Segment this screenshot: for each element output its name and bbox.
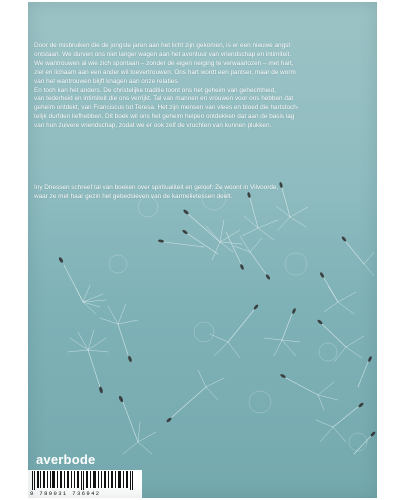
author-bio (34, 184, 370, 202)
blurb-line: van hun zuivere vriendschap, zodat we er ook zelf de vruchten van kunnen plukken. (34, 122, 272, 130)
blurb-line: van tederheid en intimiteit die ons verrijkt. Tal van mannen en vrouwen voor ons hebben dat (34, 95, 294, 103)
blurb-line: We wantrouwen al wie zich spontaan – zonder de eigen neiging te verwaarlozen – met hart, (34, 59, 294, 67)
dandelion-seed (182, 229, 218, 254)
dandelion-seed (118, 395, 156, 454)
dandelion-seed (319, 272, 356, 314)
back-cover (28, 2, 377, 498)
dandelion-seed (226, 232, 245, 270)
bio-line: waar ze met haar gezin het gebedsleven van de karmelietessen deelt. (34, 192, 233, 200)
dandelion-seed (68, 330, 108, 394)
dandelion-seed (264, 308, 300, 356)
dandelion-seed (354, 431, 376, 454)
dandelion-seed (166, 370, 224, 423)
dandelion-seed (280, 373, 338, 410)
dandelion-seed (100, 304, 138, 363)
dandelion-seed (317, 319, 364, 362)
blurb-text (34, 42, 370, 131)
publisher-logo: averbode (36, 452, 96, 467)
blurb-line: van het wantrouwen blijft knagen aan onze relaties. (34, 77, 180, 85)
isbn-number: 9 789031 736942 (30, 490, 101, 497)
blurb-line: telijk durfden liefhebben. Dit boek wil ons het geheim helpen ontdekken dat aan de basis lag (34, 113, 295, 121)
dandelion-seed (358, 356, 373, 387)
blurb-line: ziel en lichaam aan een ander wil toevertrouwen. Ons hart wordt een pantser, maar de worm (34, 68, 296, 76)
blurb-line: En toch kan het anders. De christelijke traditie toont ons het geheim van gehechtheid, (34, 86, 276, 94)
dandelion-seed (210, 304, 259, 358)
dandelion-seed (58, 257, 106, 314)
blurb-line: geheim ontdekt, van Franciscus tot Teresa. Het zijn mensen van vlees en bloed die hartstoch- (34, 104, 299, 112)
blurb-line: ontstaan. We durven ons niet langer wagen aan het avontuur van vriendschap en intimiteit. (34, 50, 292, 58)
blurb-line: Door de misbruiken die de jongste jaren aan het licht zijn gekomen, is er een nieuwe angst (34, 42, 291, 49)
bio-line: Iny Driessen schreef tal van boeken over spiritualiteit en geloof. Ze woont in Vilvoorde, (34, 184, 279, 191)
barcode-bars-icon (30, 471, 140, 490)
dandelion-seed (341, 236, 374, 276)
dandelion-seed (234, 236, 271, 280)
barcode (28, 470, 142, 498)
dandelion-seed (183, 209, 242, 260)
